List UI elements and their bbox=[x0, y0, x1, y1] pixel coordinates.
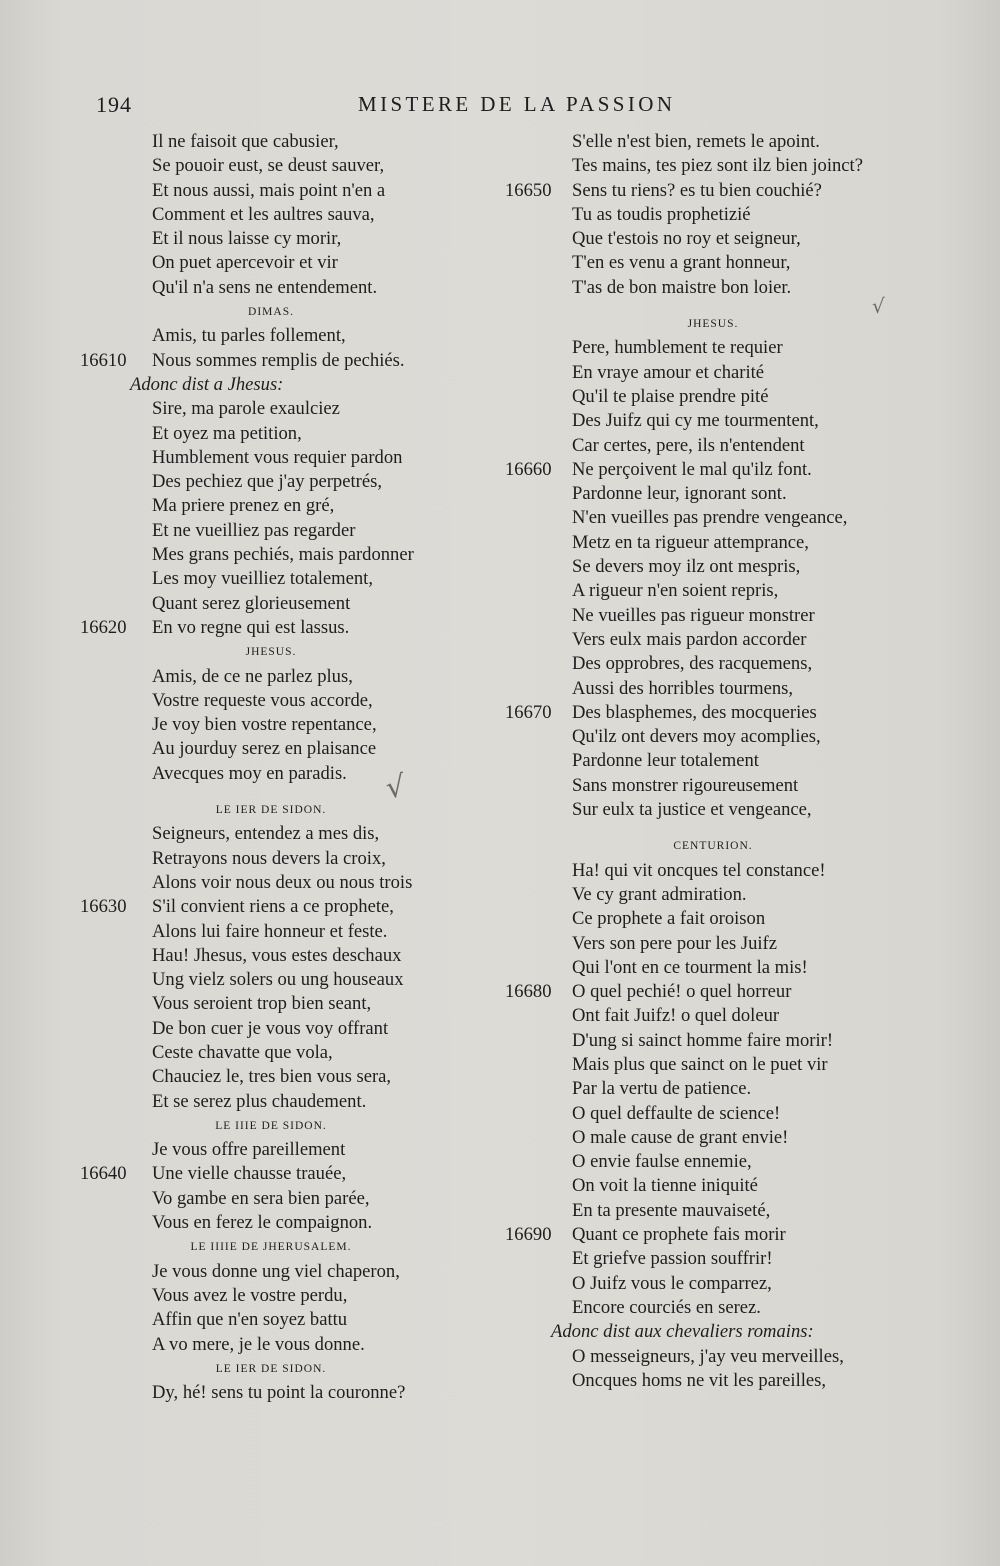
verse-line bbox=[505, 1272, 935, 1296]
verse-text: Amis, de ce ne parlez plus, bbox=[152, 665, 353, 687]
verse-text: A vo mere, je le vous donne. bbox=[152, 1333, 365, 1355]
line-number: 16610 bbox=[80, 349, 127, 371]
verse-line bbox=[80, 324, 480, 348]
verse-line bbox=[505, 725, 935, 749]
verse-text: T'as de bon maistre bon loier. bbox=[572, 276, 792, 298]
verse-text: Qu'ilz ont devers moy acomplies, bbox=[572, 726, 821, 748]
verse-line bbox=[505, 932, 935, 956]
verse-line bbox=[80, 665, 480, 689]
verse-text: Sans monstrer rigoureusement bbox=[572, 774, 799, 796]
verse-text: Sire, ma parole exaulciez bbox=[152, 398, 340, 420]
verse-text: Pere, humblement te requier bbox=[572, 337, 783, 359]
verse-text: Je vous donne ung viel chaperon, bbox=[152, 1260, 400, 1282]
verse-text: Mais plus que sainct on le puet vir bbox=[572, 1053, 828, 1075]
verse-line bbox=[505, 980, 935, 1004]
verse-text: Qu'il n'a sens ne entendement. bbox=[152, 276, 378, 298]
verse-line bbox=[80, 179, 480, 203]
verse-text: Aussi des horribles tourmens, bbox=[572, 677, 794, 699]
verse-line bbox=[505, 506, 935, 530]
verse-text: Vous seroient trop bien seant, bbox=[152, 993, 372, 1015]
verse-line bbox=[505, 798, 935, 822]
verse-line bbox=[505, 1345, 935, 1369]
verse-line bbox=[80, 968, 480, 992]
verse-line bbox=[80, 822, 480, 846]
speaker-heading: JHESUS. bbox=[245, 646, 297, 659]
verse-text: O quel deffaulte de science! bbox=[572, 1102, 781, 1124]
verse-text: Affin que n'en soyez battu bbox=[152, 1309, 348, 1331]
verse-line bbox=[80, 567, 480, 591]
verse-line bbox=[505, 409, 935, 433]
page-header bbox=[0, 88, 1000, 122]
verse-line bbox=[80, 1333, 480, 1357]
verse-text: Qu'il te plaise prendre pité bbox=[572, 385, 769, 407]
speaker-heading: DIMAS. bbox=[248, 306, 294, 319]
speaker-heading: LE IIIE DE SIDON. bbox=[215, 1119, 327, 1132]
verse-line bbox=[80, 1090, 480, 1114]
verse-text: N'en vueilles pas prendre vengeance, bbox=[572, 507, 848, 529]
verse-text: Seigneurs, entendez a mes dis, bbox=[152, 823, 380, 845]
verse-line bbox=[80, 592, 480, 616]
verse-text: Amis, tu parles follement, bbox=[152, 325, 346, 347]
verse-text: Vostre requeste vous accorde, bbox=[152, 689, 373, 711]
verse-line bbox=[505, 1247, 935, 1271]
verse-text: Sens tu riens? es tu bien couchié? bbox=[572, 179, 822, 201]
verse-line bbox=[505, 1004, 935, 1028]
verse-line bbox=[505, 179, 935, 203]
left-column bbox=[80, 130, 480, 1405]
verse-text: Comment et les aultres sauva, bbox=[152, 203, 375, 225]
verse-text: En vraye amour et charité bbox=[572, 361, 765, 383]
blank-gap bbox=[80, 786, 480, 798]
verse-line bbox=[80, 446, 480, 470]
verse-line bbox=[505, 251, 935, 275]
verse-line bbox=[505, 579, 935, 603]
verse-line bbox=[505, 883, 935, 907]
verse-text: Se devers moy ilz ont mespris, bbox=[572, 556, 801, 578]
verse-line bbox=[505, 531, 935, 555]
verse-text: Sur eulx ta justice et vengeance, bbox=[572, 799, 812, 821]
verse-text: Retrayons nous devers la croix, bbox=[152, 847, 386, 869]
verse-text: Pardonne leur totalement bbox=[572, 750, 759, 772]
verse-text: Ne perçoivent le mal qu'ilz font. bbox=[572, 458, 812, 480]
verse-line bbox=[505, 361, 935, 385]
verse-text: Ce prophete a fait oroison bbox=[572, 908, 766, 930]
line-number: 16640 bbox=[80, 1163, 127, 1185]
verse-line bbox=[80, 1308, 480, 1332]
verse-line bbox=[80, 1138, 480, 1162]
verse-text: Ha! qui vit oncques tel constance! bbox=[572, 859, 826, 881]
verse-line bbox=[505, 1223, 935, 1247]
verse-text: De bon cuer je vous voy offrant bbox=[152, 1017, 389, 1039]
verse-line bbox=[80, 130, 480, 154]
verse-line bbox=[505, 677, 935, 701]
verse-text: O quel pechié! o quel horreur bbox=[572, 981, 792, 1003]
verse-text: Et se serez plus chaudement. bbox=[152, 1090, 367, 1112]
verse-line bbox=[505, 555, 935, 579]
stage-direction-text: Adonc dist a Jhesus: bbox=[130, 373, 284, 395]
verse-text: Et griefve passion souffrir! bbox=[572, 1248, 773, 1270]
verse-line bbox=[80, 470, 480, 494]
verse-text: Vers eulx mais pardon accorder bbox=[572, 628, 807, 650]
verse-line bbox=[80, 944, 480, 968]
verse-line bbox=[80, 1187, 480, 1211]
speaker-heading: LE IER DE SIDON. bbox=[215, 1362, 327, 1375]
verse-line bbox=[505, 458, 935, 482]
verse-line bbox=[80, 713, 480, 737]
verse-line bbox=[505, 1102, 935, 1126]
verse-text: O envie faulse ennemie, bbox=[572, 1151, 752, 1173]
verse-line bbox=[505, 652, 935, 676]
verse-line bbox=[80, 543, 480, 567]
verse-text: Mes grans pechiés, mais pardonner bbox=[152, 544, 414, 566]
verse-line bbox=[80, 1211, 480, 1235]
verse-line bbox=[80, 422, 480, 446]
verse-line bbox=[505, 774, 935, 798]
running-title: MISTERE DE LA PASSION bbox=[358, 92, 676, 116]
verse-line bbox=[505, 604, 935, 628]
verse-text: Les moy vueilliez totalement, bbox=[152, 568, 373, 590]
verse-text: Tu as toudis prophetizié bbox=[572, 203, 751, 225]
verse-line bbox=[505, 1126, 935, 1150]
verse-text: On puet apercevoir et vir bbox=[152, 252, 338, 274]
verse-line bbox=[80, 276, 480, 300]
verse-text: Qui l'ont en ce tourment la mis! bbox=[572, 956, 808, 978]
verse-text: Des opprobres, des racquemens, bbox=[572, 653, 813, 675]
verse-text: Pardonne leur, ignorant sont. bbox=[572, 483, 787, 505]
speaker-heading: LE IIIIE DE JHERUSALEM. bbox=[190, 1241, 352, 1254]
page-number: 194 bbox=[96, 92, 132, 117]
pencil-check-mark: √ bbox=[383, 768, 408, 807]
verse-text: Ve cy grant admiration. bbox=[572, 883, 747, 905]
verse-text: Ne vueilles pas rigueur monstrer bbox=[572, 604, 815, 626]
verse-text: Il ne faisoit que cabusier, bbox=[152, 131, 339, 152]
verse-text: Vers son pere pour les Juifz bbox=[572, 932, 777, 954]
verse-line bbox=[505, 130, 935, 154]
verse-line bbox=[80, 895, 480, 919]
verse-text: Ceste chavatte que vola, bbox=[152, 1041, 333, 1063]
verse-text: Je voy bien vostre repentance, bbox=[152, 714, 377, 736]
verse-line bbox=[505, 1369, 935, 1393]
verse-text: Que t'estois no roy et seigneur, bbox=[572, 228, 801, 250]
stage-direction bbox=[80, 373, 480, 397]
verse-text: Hau! Jhesus, vous estes deschaux bbox=[152, 944, 402, 966]
pencil-check-mark: √ bbox=[872, 294, 885, 318]
verse-line bbox=[80, 1065, 480, 1089]
verse-text: Et il nous laisse cy morir, bbox=[152, 228, 342, 250]
verse-line bbox=[505, 628, 935, 652]
verse-text: Ung vielz solers ou ung houseaux bbox=[152, 969, 404, 991]
blank-gap bbox=[505, 300, 935, 312]
verse-line bbox=[505, 701, 935, 725]
verse-text: O Juifz vous le comparrez, bbox=[572, 1272, 772, 1294]
verse-line bbox=[505, 482, 935, 506]
verse-text: A rigueur n'en soient repris, bbox=[572, 580, 779, 602]
stage-direction bbox=[505, 1320, 935, 1344]
verse-text: O messeigneurs, j'ay veu merveilles, bbox=[572, 1345, 844, 1367]
verse-text: Chauciez le, tres bien vous sera, bbox=[152, 1066, 392, 1088]
verse-text: On voit la tienne iniquité bbox=[572, 1175, 758, 1197]
verse-text: Encore courciés en serez. bbox=[572, 1296, 761, 1318]
verse-line bbox=[80, 762, 480, 786]
verse-line bbox=[80, 1260, 480, 1284]
verse-text: S'elle n'est bien, remets le apoint. bbox=[572, 131, 820, 152]
verse-line bbox=[505, 907, 935, 931]
verse-text: Quant serez glorieusement bbox=[152, 592, 351, 614]
verse-text: Metz en ta rigueur attemprance, bbox=[572, 531, 809, 553]
verse-line bbox=[80, 519, 480, 543]
verse-text: Oncques homs ne vit les pareilles, bbox=[572, 1369, 827, 1391]
stage-direction-text: Adonc dist aux chevaliers romains: bbox=[551, 1321, 814, 1343]
verse-line bbox=[505, 385, 935, 409]
verse-text: D'ung si sainct homme faire morir! bbox=[572, 1029, 834, 1051]
line-number: 16650 bbox=[505, 179, 552, 201]
verse-text: Vous en ferez le compaignon. bbox=[152, 1212, 373, 1234]
verse-text: T'en es venu a grant honneur, bbox=[572, 252, 791, 274]
line-number: 16670 bbox=[505, 701, 552, 723]
verse-text: Je vous offre pareillement bbox=[152, 1139, 346, 1161]
verse-text: Avecques moy en paradis. bbox=[152, 762, 347, 784]
verse-line bbox=[505, 203, 935, 227]
verse-line bbox=[80, 349, 480, 373]
verse-text: Et nous aussi, mais point n'en a bbox=[152, 179, 386, 201]
verse-line bbox=[505, 1174, 935, 1198]
verse-line bbox=[80, 227, 480, 251]
line-number: 16690 bbox=[505, 1224, 552, 1246]
verse-text: En vo regne qui est lassus. bbox=[152, 616, 350, 638]
line-number: 16660 bbox=[505, 458, 552, 480]
verse-line bbox=[80, 397, 480, 421]
verse-text: En ta presente mauvaiseté, bbox=[572, 1199, 771, 1221]
line-number: 16680 bbox=[505, 981, 552, 1003]
verse-text: Et ne vueilliez pas regarder bbox=[152, 519, 356, 541]
verse-text: Humblement vous requier pardon bbox=[152, 446, 403, 468]
verse-line bbox=[80, 920, 480, 944]
verse-line bbox=[505, 336, 935, 360]
verse-text: Tes mains, tes piez sont ilz bien joinct? bbox=[572, 155, 863, 177]
verse-line bbox=[505, 434, 935, 458]
verse-text: Vo gambe en sera bien parée, bbox=[152, 1187, 370, 1209]
verse-line bbox=[80, 1017, 480, 1041]
verse-line bbox=[505, 276, 935, 300]
verse-line bbox=[80, 689, 480, 713]
verse-text: Des pechiez que j'ay perpetrés, bbox=[152, 471, 382, 493]
speaker-heading: LE IER DE SIDON. bbox=[215, 804, 327, 817]
speaker-heading: JHESUS. bbox=[687, 318, 739, 331]
verse-line bbox=[505, 749, 935, 773]
verse-text: Se pouoir eust, se deust sauver, bbox=[152, 155, 385, 177]
verse-line bbox=[505, 154, 935, 178]
verse-line bbox=[80, 737, 480, 761]
verse-line bbox=[505, 227, 935, 251]
blank-gap bbox=[505, 822, 935, 834]
verse-line bbox=[505, 859, 935, 883]
verse-line bbox=[80, 847, 480, 871]
verse-line bbox=[505, 1150, 935, 1174]
verse-line bbox=[80, 1162, 480, 1186]
verse-line bbox=[80, 1284, 480, 1308]
verse-line bbox=[80, 871, 480, 895]
verse-text: Ma priere prenez en gré, bbox=[152, 495, 335, 517]
speaker-heading: CENTURION. bbox=[673, 840, 753, 853]
verse-line bbox=[80, 616, 480, 640]
line-number: 16630 bbox=[80, 896, 127, 918]
verse-text: Alons voir nous deux ou nous trois bbox=[152, 871, 413, 893]
verse-line bbox=[80, 1041, 480, 1065]
verse-text: Une vielle chausse trauée, bbox=[152, 1163, 347, 1185]
verse-line bbox=[80, 203, 480, 227]
verse-text: Ont fait Juifz! o quel doleur bbox=[572, 1005, 780, 1027]
verse-line bbox=[505, 956, 935, 980]
verse-text: S'il convient riens a ce prophete, bbox=[152, 896, 394, 918]
verse-text: Quant ce prophete fais morir bbox=[572, 1224, 786, 1246]
verse-text: O male cause de grant envie! bbox=[572, 1126, 789, 1148]
verse-text: Car certes, pere, ils n'entendent bbox=[572, 434, 805, 456]
verse-line bbox=[80, 154, 480, 178]
line-number: 16620 bbox=[80, 616, 127, 638]
verse-line bbox=[80, 251, 480, 275]
verse-text: Des blasphemes, des mocqueries bbox=[572, 701, 817, 723]
verse-line bbox=[505, 1029, 935, 1053]
verse-line bbox=[505, 1077, 935, 1101]
verse-text: Au jourduy serez en plaisance bbox=[152, 738, 377, 760]
verse-line bbox=[505, 1296, 935, 1320]
verse-line bbox=[80, 1381, 480, 1405]
verse-text: Vous avez le vostre perdu, bbox=[152, 1284, 348, 1306]
verse-text: Par la vertu de patience. bbox=[572, 1078, 752, 1100]
right-column bbox=[505, 130, 935, 1393]
verse-line bbox=[505, 1199, 935, 1223]
verse-text: Et oyez ma petition, bbox=[152, 422, 302, 444]
verse-line bbox=[505, 1053, 935, 1077]
verse-text: Dy, hé! sens tu point la couronne? bbox=[152, 1382, 406, 1404]
verse-text: Alons lui faire honneur et feste. bbox=[152, 920, 388, 942]
verse-text: Nous sommes remplis de pechiés. bbox=[152, 349, 405, 371]
verse-line bbox=[80, 992, 480, 1016]
verse-text: Des Juifz qui cy me tourmentent, bbox=[572, 410, 819, 432]
verse-line bbox=[80, 494, 480, 518]
